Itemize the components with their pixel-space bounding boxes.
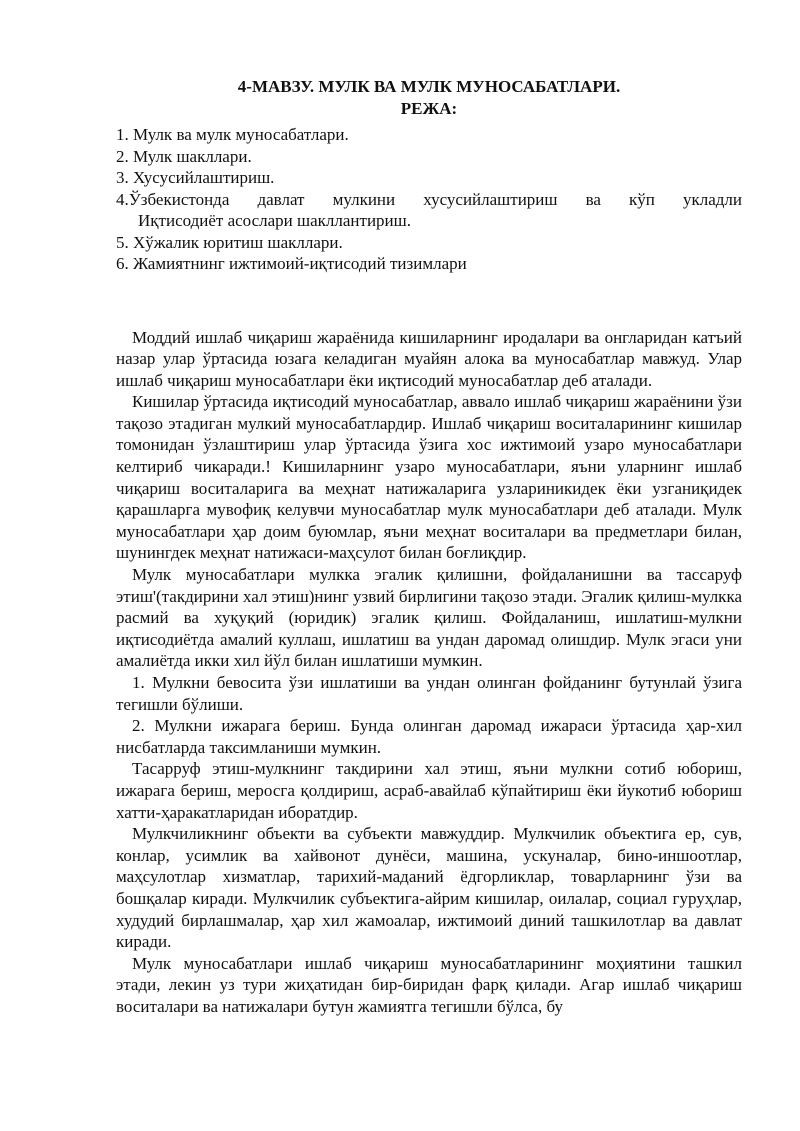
document-page: [116, 76, 742, 1018]
plan-item-3: 3. Хусусийлаштириш.: [116, 168, 275, 187]
numbered-paragraph-2: 2. Мулкни ижарага бериш. Бунда олинган даромад ижараси ўртасида ҳар-хил нисбатларда таксимланиши мумкин.: [116, 716, 742, 757]
paragraph: Тасарруф этиш-мулкнинг такдирини хал этиш, яъни мулкни сотиб юбориш, ижарага бериш, меросга қолдириш, асраб-авайлаб кўпайтириш ёки йукотиб юбориш хатти-ҳаракатларидан иборатдир.: [116, 759, 742, 822]
plan-item-6: 6. Жамиятнинг ижтимоий-иқтисодий тизимлари: [116, 254, 467, 273]
paragraph: Мулкчиликнинг объекти ва субъекти мавжуддир. Мулкчилик объектига ер, сув, конлар, усимлик ва хайвонот дунёси, машина, ускуналар, бино-иншоотлар, маҳсулотлар хизматлар, тарихий-маданий ёдгорликлар, товарларнинг ўзи ва бошқалар киради. Мулкчилик субъектига-айрим кишилар, оилалар, социал гуруҳлар, худудий бирлашмалар, ҳар хил жамоалар, ижтимоий диний ташкилотлар ва давлат киради.: [116, 824, 742, 952]
numbered-paragraph-1: 1. Мулкни бевосита ўзи ишлатиши ва ундан олинган фойданинг бутунлай ўзига тегишли бўлиши.: [116, 673, 742, 714]
paragraph: Мулк муносабатлари ишлаб чиқариш муносабатларининг моҳиятини ташкил этади, лекин уз тури жиҳатидан бир-биридан фарқ қилади. Агар ишлаб чиқариш воситалари ва натижалари бутун жамиятга тегишли бўлса, бу: [116, 953, 742, 1016]
plan-item-2: 2. Мулк шакллари.: [116, 146, 252, 166]
plan-item-4-continuation: Иқтисодиёт асослари шакллантириш.: [138, 211, 411, 230]
paragraph: Моддий ишлаб чиқариш жараёнида кишиларнинг иродалари ва онгларидан катъий назар улар ўртасида юзага келадиган муайян алока ва муносабатлар мавжуд. Улар ишлаб чиқариш муносабатлари ёки иқтисодий муносабатлар деб аталади.: [116, 327, 742, 390]
paragraph: Кишилар ўртасида иқтисодий муносабатлар, аввало ишлаб чиқариш жараёнини ўзи тақозо этадиган мулкий муносабатлардир. Ишлаб чиқариш воситаларининг кишилар томонидан ўзлаштириш улар ўртасида ўзига хос ижтимоий узаро муносабатлари келтириб чикаради.! Кишиларнинг узаро муносабатлари, яъни уларнинг ишлаб чиқариш воситаларига ва меҳнат натижаларига узлариникидек ёки узганиқидек қарашларга мувофиқ келувчи муносабатлар мулк муносабатлари деб аталади. Мулк муносабатлари ҳар доим буюмлар, яъни меҳнат воситалари ва предметлари билан, шунингдек меҳнат натижаси-маҳсулот билан боғлиқдир.: [116, 392, 742, 563]
page-title: 4-МАВЗУ. МУЛК ВА МУЛК МУНОСАБАТЛАРИ.: [237, 77, 621, 96]
body-text: [116, 327, 742, 1018]
plan-item-5: 5. Хўжалик юритиш шакллари.: [116, 232, 343, 252]
paragraph: Мулк муносабатлари мулкка эгалик қилишни, фойдаланишни ва тассаруф этиш'(такдирини хал этиш)нинг узвий бирлигини тақозо этади. Эгалик қилиш-мулкка расмий ва хуқуқий (юридик) эгалик қилиш. Фойдаланиш, ишлатиш-мулкни иқтисодиётда амалий куллаш, ишлатиш ва ундан даромад олишдир. Мулк эгаси уни амалиётда икки хил йўл билан ишлатиши мумкин.: [116, 565, 742, 671]
plan-list: [116, 124, 742, 275]
plan-heading: РЕЖА:: [400, 99, 458, 118]
plan-item-1: 1. Мулк ва мулк муносабатлари.: [116, 125, 349, 144]
plan-item-4: 4.Ўзбекистонда давлат мулкини хусусийлаштириш ва кўп укладли: [116, 189, 742, 209]
